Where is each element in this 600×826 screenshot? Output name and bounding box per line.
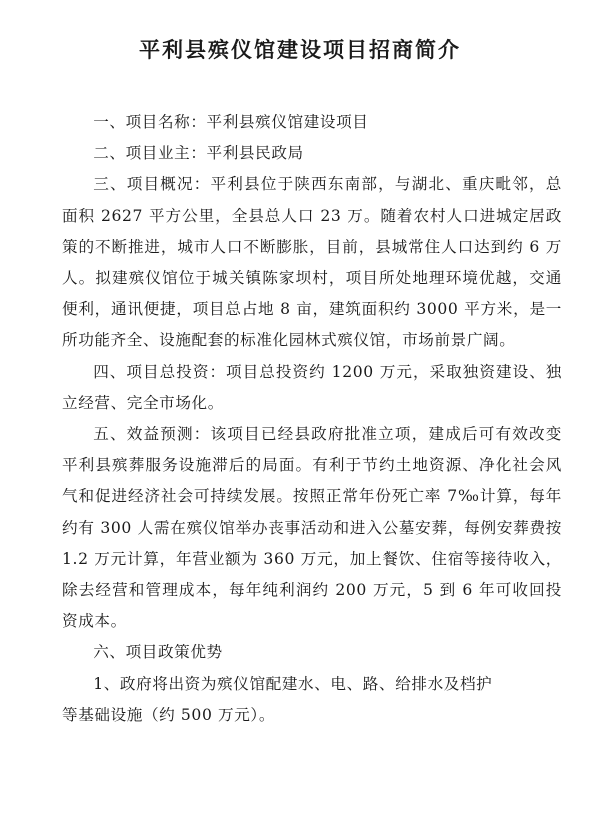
section-project-name: 一、项目名称：平利县殡仪馆建设项目 — [93, 113, 369, 131]
policy-item-1: 1、政府将出资为殡仪馆配建水、电、路、给排水及档护 — [93, 674, 493, 693]
section-total-investment: 四、项目总投资：项目总投资约 1200 万元，采取独资建设、独立经营、完全市场化。 — [62, 362, 562, 412]
document-title: 平利县殡仪馆建设项目招商简介 — [139, 38, 461, 62]
section-project-overview: 三、项目概况：平利县位于陕西东南部，与湖北、重庆毗邻，总面积 2627 平方公里，全县总人口 23 万。随着农村人口进城定居政策的不断推进，城市人口不断膨胀，目前，县城常住人口达到约 6 万人。拟建殡仪馆位于城关镇陈家坝村，项目所处地理环境优越，交通便利，通讯便捷，项目总占地 8 亩，建筑面积约 3000 平方米，是一所功能齐全、设施配套的标准化园林式殡仪馆，市场前景广阔。 — [62, 175, 562, 350]
policy-item-1-continued: 等基础设施（约 500 万元）。 — [62, 705, 276, 724]
section-policy-advantages: 六、项目政策优势 — [93, 643, 223, 662]
section-project-owner: 二、项目业主：平利县民政局 — [93, 144, 304, 163]
section-benefit-forecast: 五、效益预测：该项目已经县政府批准立项，建成后可有效改变平利县殡葬服务设施滞后的局面。有利于节约土地资源、净化社会风气和促进经济社会可持续发展。按照正常年份死亡率 7‰计算，每年约有 300 人需在殡仪馆举办丧事活动和进入公墓安葬，每例安葬费按 1.2 万元计算，年营业额为 360 万元，加上餐饮、住宿等接待收入，除去经营和管理成本，每年纯利润约 200 万元，5 到 6 年可收回投资成本。 — [62, 425, 562, 631]
document-body — [62, 107, 562, 731]
